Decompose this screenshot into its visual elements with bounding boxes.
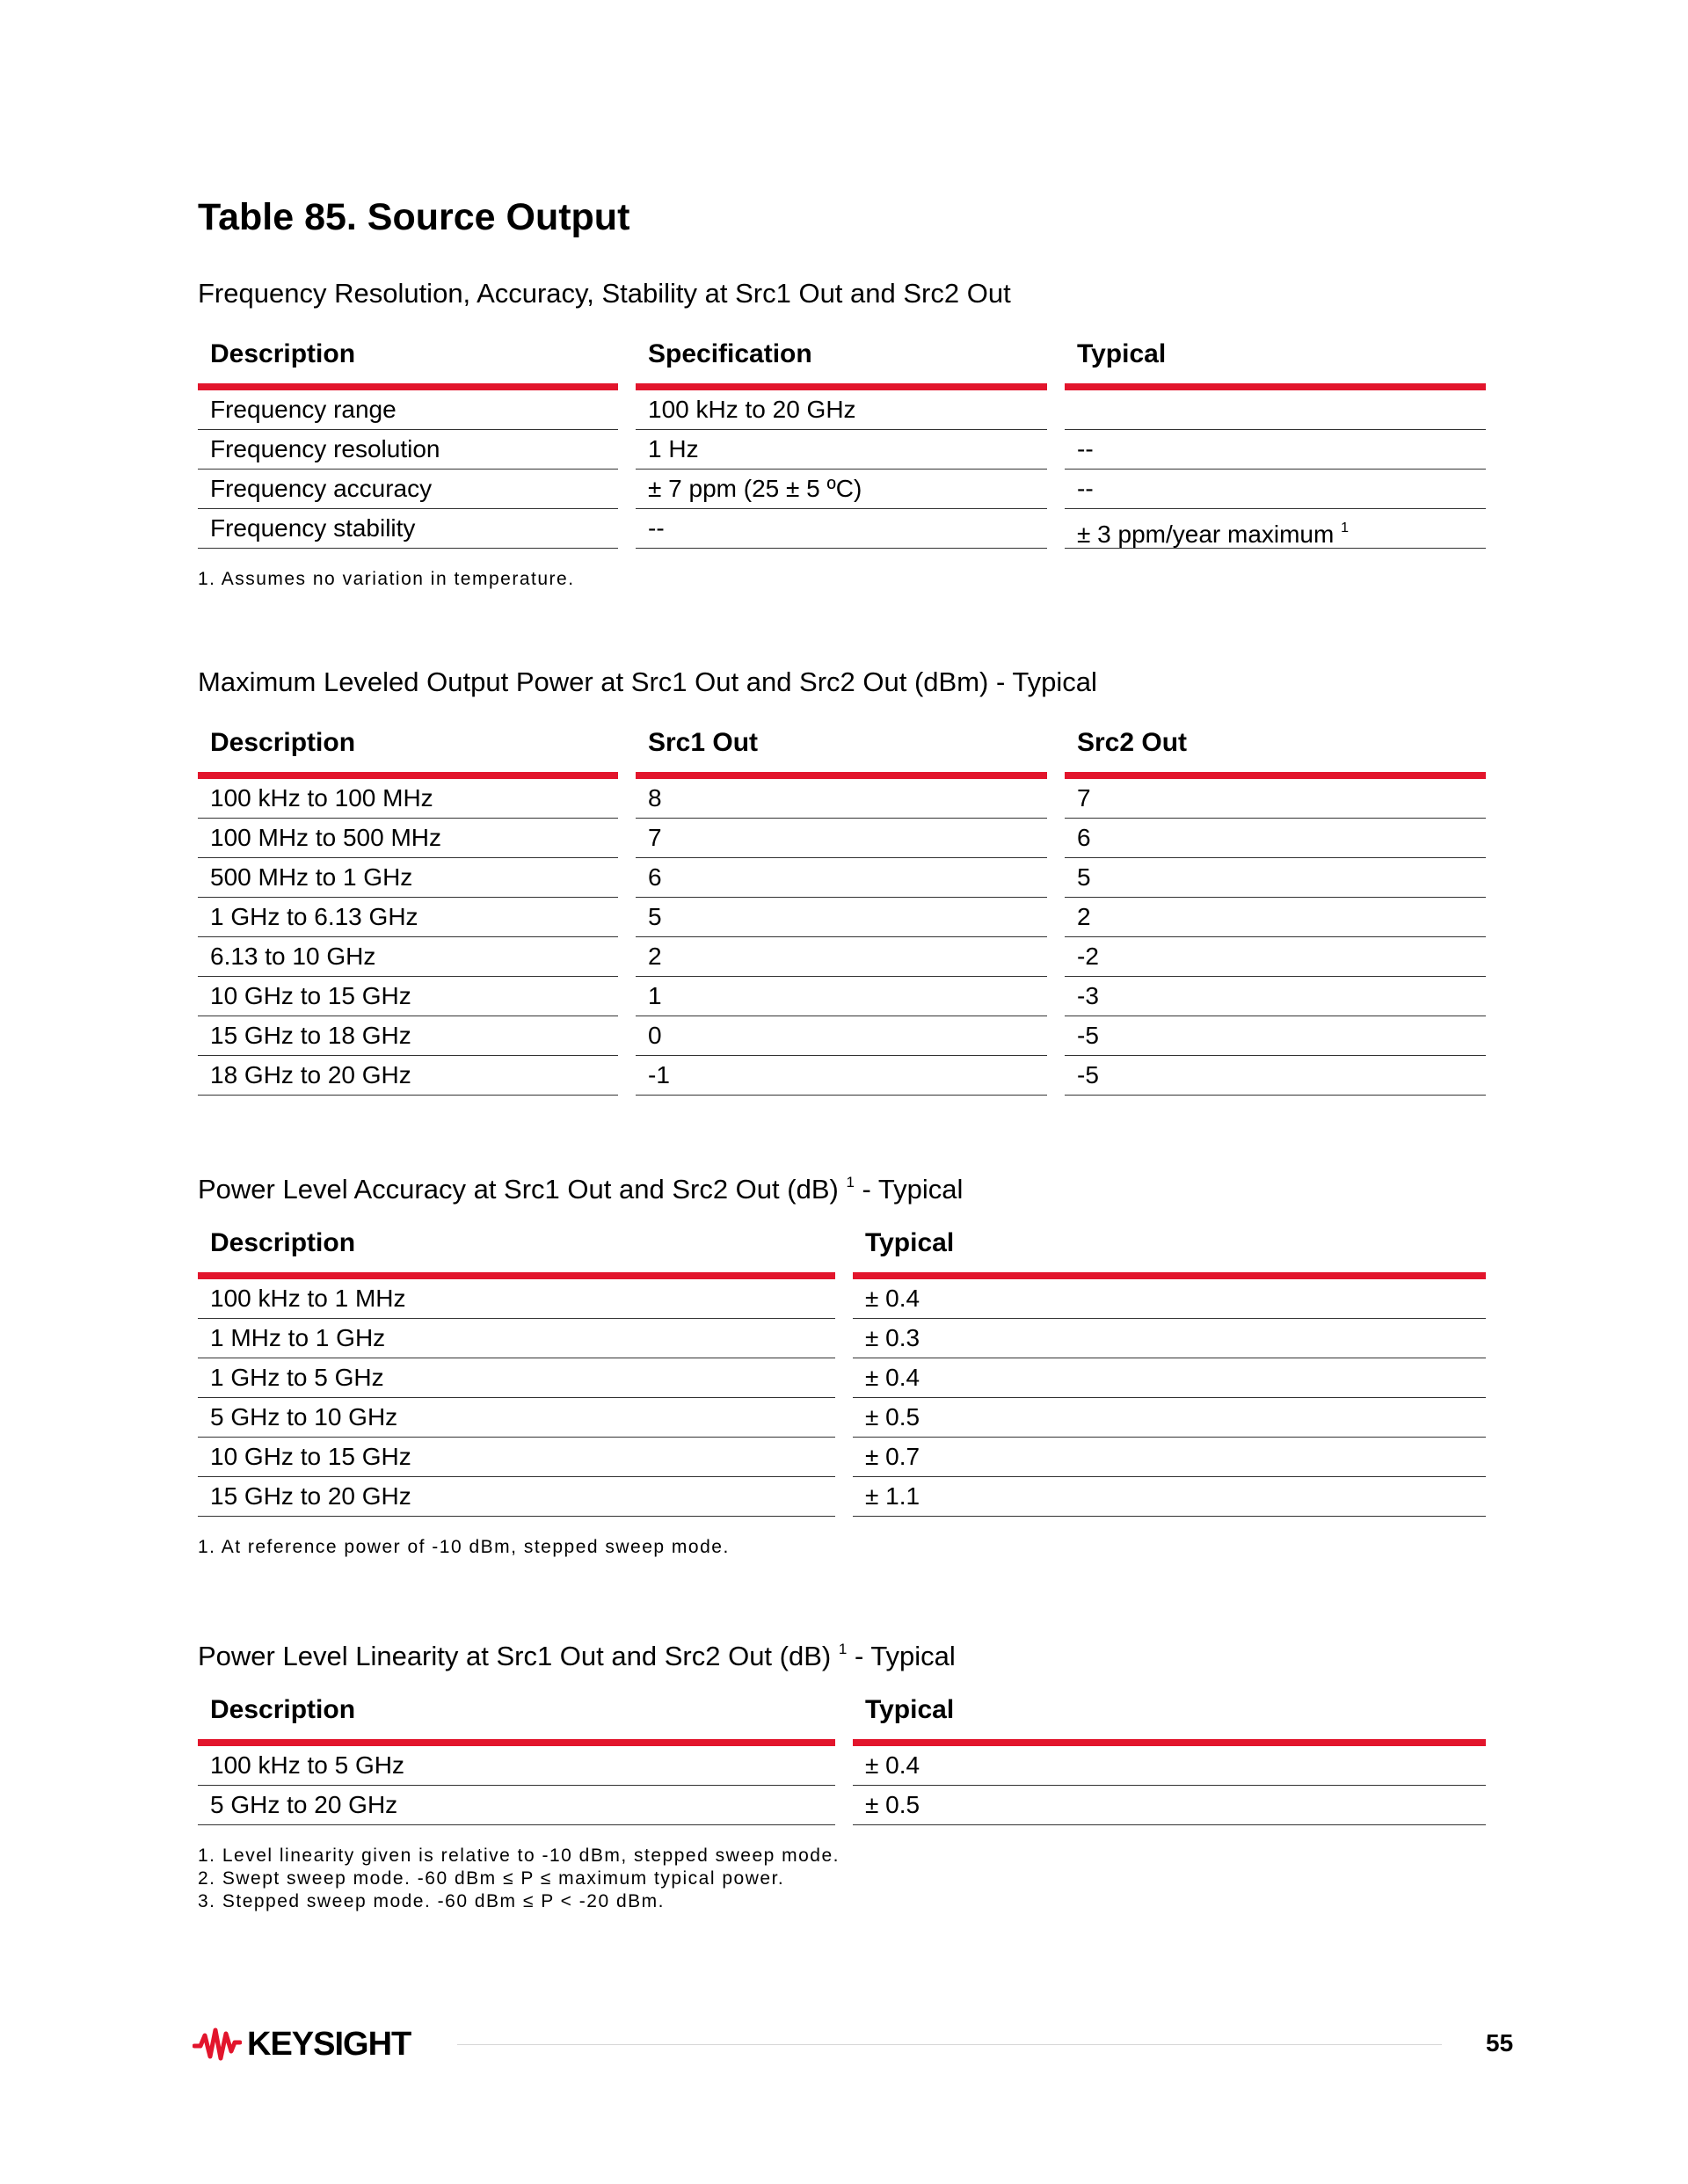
frequency-table [198,334,1486,549]
table-cell: ± 0.5 [853,1786,1486,1825]
table-cell: 100 kHz to 5 GHz [198,1746,835,1786]
table-cell: ± 0.4 [853,1279,1486,1319]
table-cell: ± 0.5 [853,1398,1486,1438]
keysight-wave-icon [193,2025,242,2064]
footnote: 1. At reference power of -10 dBm, stepped sweep mode. [198,1537,730,1557]
table-cell: -5 [1065,1056,1486,1096]
table-cell: 2 [1065,898,1486,937]
table-cell: 5 [1065,858,1486,898]
table-cell: 10 GHz to 15 GHz [198,977,618,1016]
table-cell: 7 [1065,779,1486,819]
brand-name: KEYSIGHT [247,2025,411,2063]
table-cell [1065,509,1486,549]
table-cell: 8 [636,779,1047,819]
page-number: 55 [1486,2029,1514,2057]
section-title-text: Power Level Linearity at Src1 Out and Src2 Out (dB) [198,1641,832,1671]
column-header: Typical [853,1690,1486,1746]
power-accuracy-table [198,1223,1486,1517]
column-header: Typical [1065,334,1486,390]
table-cell: 5 GHz to 20 GHz [198,1786,835,1825]
column-header: Description [198,334,618,390]
table-cell: 7 [636,819,1047,858]
section-title-text: Power Level Accuracy at Src1 Out and Src2 Out (dB) [198,1174,839,1205]
section-title-suffix: - Typical [854,1174,964,1205]
table-cell: ± 0.4 [853,1746,1486,1786]
table-cell: -3 [1065,977,1486,1016]
output-power-table [198,723,1486,1096]
cell-text: ± 3 ppm/year maximum [1077,521,1335,548]
footer-divider [457,2044,1442,2045]
table-cell: 6 [1065,819,1486,858]
table-cell [1065,390,1486,430]
column-header: Specification [636,334,1047,390]
table-cell: ± 1.1 [853,1477,1486,1517]
table-cell: -2 [1065,937,1486,977]
table-cell: 15 GHz to 18 GHz [198,1016,618,1056]
table-cell: 100 kHz to 20 GHz [636,390,1047,430]
table-cell: 100 MHz to 500 MHz [198,819,618,858]
table-cell: 1 Hz [636,430,1047,470]
table-cell: 100 kHz to 1 MHz [198,1279,835,1319]
table-cell: 6.13 to 10 GHz [198,937,618,977]
section-title [198,1632,1486,1671]
page-title: Table 85. Source Output [198,196,630,238]
table-cell: -- [1065,470,1486,509]
table-cell: ± 0.7 [853,1438,1486,1477]
table-cell: Frequency accuracy [198,470,618,509]
table-cell: -- [1065,430,1486,470]
footnotes [198,1845,1486,1913]
keysight-logo [193,2022,411,2066]
table-cell: 1 MHz to 1 GHz [198,1319,835,1358]
column-header: Src2 Out [1065,723,1486,779]
table-cell: 0 [636,1016,1047,1056]
table-cell: 2 [636,937,1047,977]
table-cell: 1 [636,977,1047,1016]
section-title [198,1165,1486,1205]
column-header: Description [198,723,618,779]
table-cell: 100 kHz to 100 MHz [198,779,618,819]
footnotes [198,1536,1486,1559]
table-cell: -1 [636,1056,1047,1096]
column-header: Description [198,1223,835,1279]
table-cell: -- [636,509,1047,549]
output-power-section [198,665,1486,1096]
power-linearity-section [198,1632,1486,1913]
section-title-suffix: - Typical [847,1641,956,1671]
footnote: 1. Level linearity given is relative to -10 dBm, stepped sweep mode. [198,1845,840,1866]
table-cell: 18 GHz to 20 GHz [198,1056,618,1096]
footnote: 2. Swept sweep mode. -60 dBm ≤ P ≤ maximum typical power. [198,1868,785,1889]
table-cell: -5 [1065,1016,1486,1056]
column-header: Typical [853,1223,1486,1279]
section-title: Frequency Resolution, Accuracy, Stability at Src1 Out and Src2 Out [198,278,1011,309]
table-cell: 1 GHz to 5 GHz [198,1358,835,1398]
table-cell: 5 [636,898,1047,937]
column-header: Src1 Out [636,723,1047,779]
power-linearity-table [198,1690,1486,1825]
section-title: Maximum Leveled Output Power at Src1 Out and Src2 Out (dBm) - Typical [198,666,1097,697]
footnote-marker: 1 [1341,521,1350,535]
table-cell: 15 GHz to 20 GHz [198,1477,835,1517]
table-cell: 500 MHz to 1 GHz [198,858,618,898]
power-accuracy-section [198,1165,1486,1559]
table-cell: 5 GHz to 10 GHz [198,1398,835,1438]
table-cell: 6 [636,858,1047,898]
table-cell: ± 0.4 [853,1358,1486,1398]
column-header: Description [198,1690,835,1746]
table-cell: ± 0.3 [853,1319,1486,1358]
footnote: 3. Stepped sweep mode. -60 dBm ≤ P < -20 dBm. [198,1891,665,1911]
table-cell: 1 GHz to 6.13 GHz [198,898,618,937]
footnote-marker: 1 [838,1641,848,1657]
table-cell: Frequency resolution [198,430,618,470]
table-cell: 10 GHz to 15 GHz [198,1438,835,1477]
footnote: 1. Assumes no variation in temperature. [198,569,575,589]
frequency-section [198,276,1486,591]
table-cell: Frequency range [198,390,618,430]
footnote-marker: 1 [846,1174,855,1190]
table-cell: Frequency stability [198,509,618,549]
table-cell: ± 7 ppm (25 ± 5 ºC) [636,470,1047,509]
footnotes [198,568,1486,591]
